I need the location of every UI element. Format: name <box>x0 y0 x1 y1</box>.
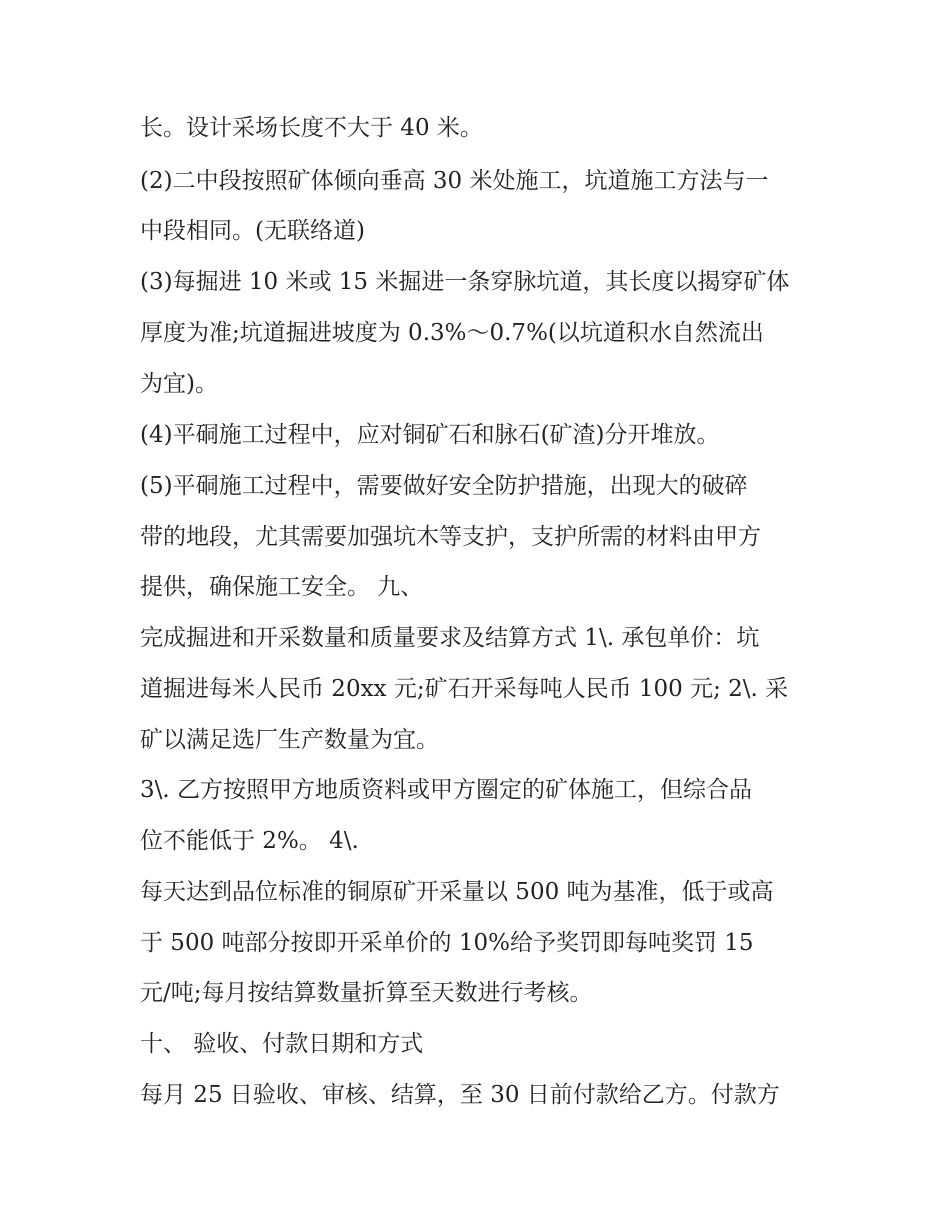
text-line: 为宜)。 <box>140 371 218 397</box>
text-line: (3)每掘进 10 米或 15 米掘进一条穿脉坑道，其长度以揭穿矿体 <box>140 269 790 295</box>
text-line: 3\. 乙方按照甲方地质资料或甲方圈定的矿体施工，但综合品 <box>140 777 753 803</box>
text-line: 厚度为准;坑道掘进坡度为 0.3%～0.7%(以坑道积水自然流出 <box>140 320 764 346</box>
text-line: 完成掘进和开采数量和质量要求及结算方式 1\. 承包单价：坑 <box>140 625 760 651</box>
text-line: 于 500 吨部分按即开采单价的 10%给予奖罚即每吨奖罚 15 <box>140 930 754 956</box>
text-line: 矿以满足选厂生产数量为宜。 <box>140 727 439 753</box>
text-line: 元/吨;每月按结算数量折算至天数进行考核。 <box>140 980 593 1006</box>
text-line: 长。设计采场长度不大于 40 米。 <box>140 115 483 141</box>
text-line: (2)二中段按照矿体倾向垂高 30 米处施工，坑道施工方法与一 <box>140 168 769 194</box>
text-line: 每天达到品位标准的铜原矿开采量以 500 吨为基准，低于或高 <box>140 879 774 905</box>
text-line: 中段相同。(无联络道) <box>140 218 365 244</box>
text-line: 每月 25 日验收、审核、结算，至 30 日前付款给乙方。付款方 <box>140 1082 780 1108</box>
text-line: 提供，确保施工安全。 九、 <box>140 574 424 600</box>
text-line: 道掘进每米人民币 20xx 元;矿石开采每吨人民币 100 元; 2\. 采 <box>140 676 789 702</box>
text-line: (5)平硐施工过程中，需要做好安全防护措施，出现大的破碎 <box>140 473 748 499</box>
text-line: 位不能低于 2%。 4\. <box>140 828 359 854</box>
text-line: 带的地段，尤其需要加强坑木等支护，支护所需的材料由甲方 <box>140 524 761 550</box>
text-line: 十、 验收、付款日期和方式 <box>140 1031 424 1057</box>
text-line: (4)平硐施工过程中，应对铜矿石和脉石(矿渣)分开堆放。 <box>140 422 720 448</box>
